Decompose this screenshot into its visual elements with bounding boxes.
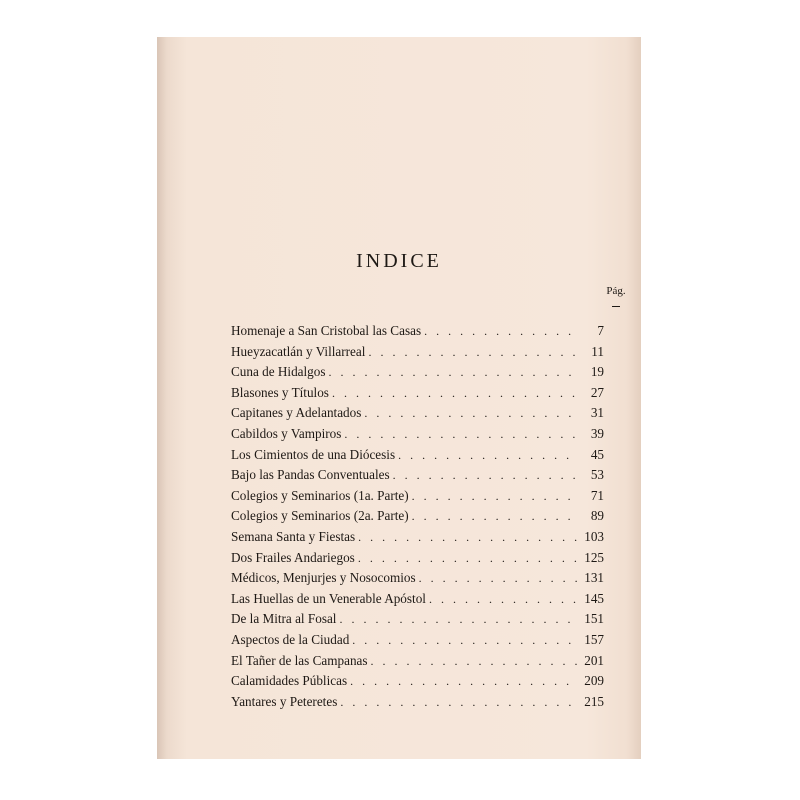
leader-dots (395, 448, 578, 463)
leader-dots (409, 509, 578, 524)
table-of-contents (231, 323, 604, 714)
toc-entry-title: Bajo las Pandas Conventuales (231, 467, 390, 483)
toc-entry-title: De la Mitra al Fosal (231, 611, 337, 627)
toc-entry-title: Las Huellas de un Venerable Apóstol (231, 590, 426, 606)
leader-dots (421, 324, 578, 339)
toc-entry (231, 467, 604, 488)
toc-entry (231, 364, 604, 385)
toc-entry-title: Homenaje a San Cristobal las Casas (231, 323, 422, 338)
toc-entry-page: 215 (584, 693, 604, 709)
toc-entry-page: 27 (590, 384, 604, 400)
leader-dots (409, 489, 578, 504)
page-label-rule (612, 306, 620, 307)
toc-entry-page: 209 (584, 673, 604, 689)
toc-entry (231, 694, 604, 715)
leader-dots (347, 674, 578, 689)
toc-entry-page: 45 (590, 446, 604, 462)
page-label: Pág. (606, 285, 626, 297)
toc-entry (231, 447, 604, 468)
toc-entry-page: 7 (597, 323, 604, 338)
toc-entry (231, 508, 604, 529)
leader-dots (337, 695, 578, 710)
toc-entry (231, 323, 604, 344)
toc-entry (231, 529, 604, 550)
toc-entry-page: 125 (584, 549, 604, 565)
toc-entry-page: 89 (590, 508, 604, 524)
toc-entry-title: Yantares y Peteretes (231, 693, 338, 709)
toc-entry (231, 488, 604, 509)
toc-entry-title: Aspectos de la Ciudad (231, 631, 350, 647)
leader-dots (361, 406, 578, 421)
toc-entry-title: Cabildos y Vampiros (231, 425, 342, 441)
leader-dots (349, 633, 578, 648)
toc-entry-title: Médicos, Menjurjes y Nosocomios (231, 570, 416, 586)
toc-entry-page: 71 (590, 487, 604, 503)
toc-entry-title: Blasones y Títulos (231, 384, 329, 400)
toc-entry-page: 19 (590, 364, 604, 380)
toc-entry (231, 673, 604, 694)
toc-entry-page: 131 (584, 570, 604, 586)
toc-entry-page: 39 (590, 425, 604, 441)
toc-entry (231, 344, 604, 365)
toc-entry (231, 385, 604, 406)
leader-dots (326, 365, 579, 380)
toc-entry (231, 550, 604, 571)
page-column-header (603, 285, 629, 307)
toc-entry (231, 426, 604, 447)
toc-entry (231, 611, 604, 632)
toc-entry-page: 31 (590, 405, 604, 421)
toc-entry-title: Calamidades Públicas (231, 673, 348, 689)
toc-entry-title: Capitanes y Adelantados (231, 405, 362, 421)
toc-entry-page: 151 (584, 611, 604, 627)
leader-dots (365, 345, 578, 360)
leader-dots (336, 612, 578, 627)
toc-entry (231, 405, 604, 426)
leader-dots (390, 468, 578, 483)
toc-entry-title: El Tañer de las Campanas (231, 652, 368, 668)
toc-entry (231, 570, 604, 591)
leader-dots (341, 427, 578, 442)
toc-entry (231, 653, 604, 674)
toc-entry-title: Hueyzacatlán y Villarreal (231, 343, 366, 359)
toc-entry-page: 145 (584, 590, 604, 606)
toc-entry-title: Colegios y Seminarios (1a. Parte) (231, 487, 409, 503)
toc-entry (231, 632, 604, 653)
toc-entry (231, 591, 604, 612)
leader-dots (426, 592, 578, 607)
toc-entry-page: 201 (584, 652, 604, 668)
toc-entry-title: Dos Frailes Andariegos (231, 549, 355, 565)
index-heading: INDICE (356, 250, 442, 272)
leader-dots (329, 386, 578, 401)
toc-entry-title: Colegios y Seminarios (2a. Parte) (231, 508, 409, 524)
book-page (157, 37, 641, 759)
toc-entry-page: 11 (591, 343, 604, 359)
toc-entry-title: Los Cimientos de una Diócesis (231, 446, 396, 462)
toc-entry-title: Semana Santa y Fiestas (231, 528, 356, 544)
toc-entry-page: 53 (590, 467, 604, 483)
leader-dots (355, 530, 578, 545)
toc-entry-page: 103 (584, 528, 604, 544)
toc-entry-title: Cuna de Hidalgos (231, 364, 326, 380)
leader-dots (355, 551, 578, 566)
leader-dots (416, 571, 578, 586)
toc-entry-page: 157 (584, 631, 604, 647)
leader-dots (368, 654, 578, 669)
